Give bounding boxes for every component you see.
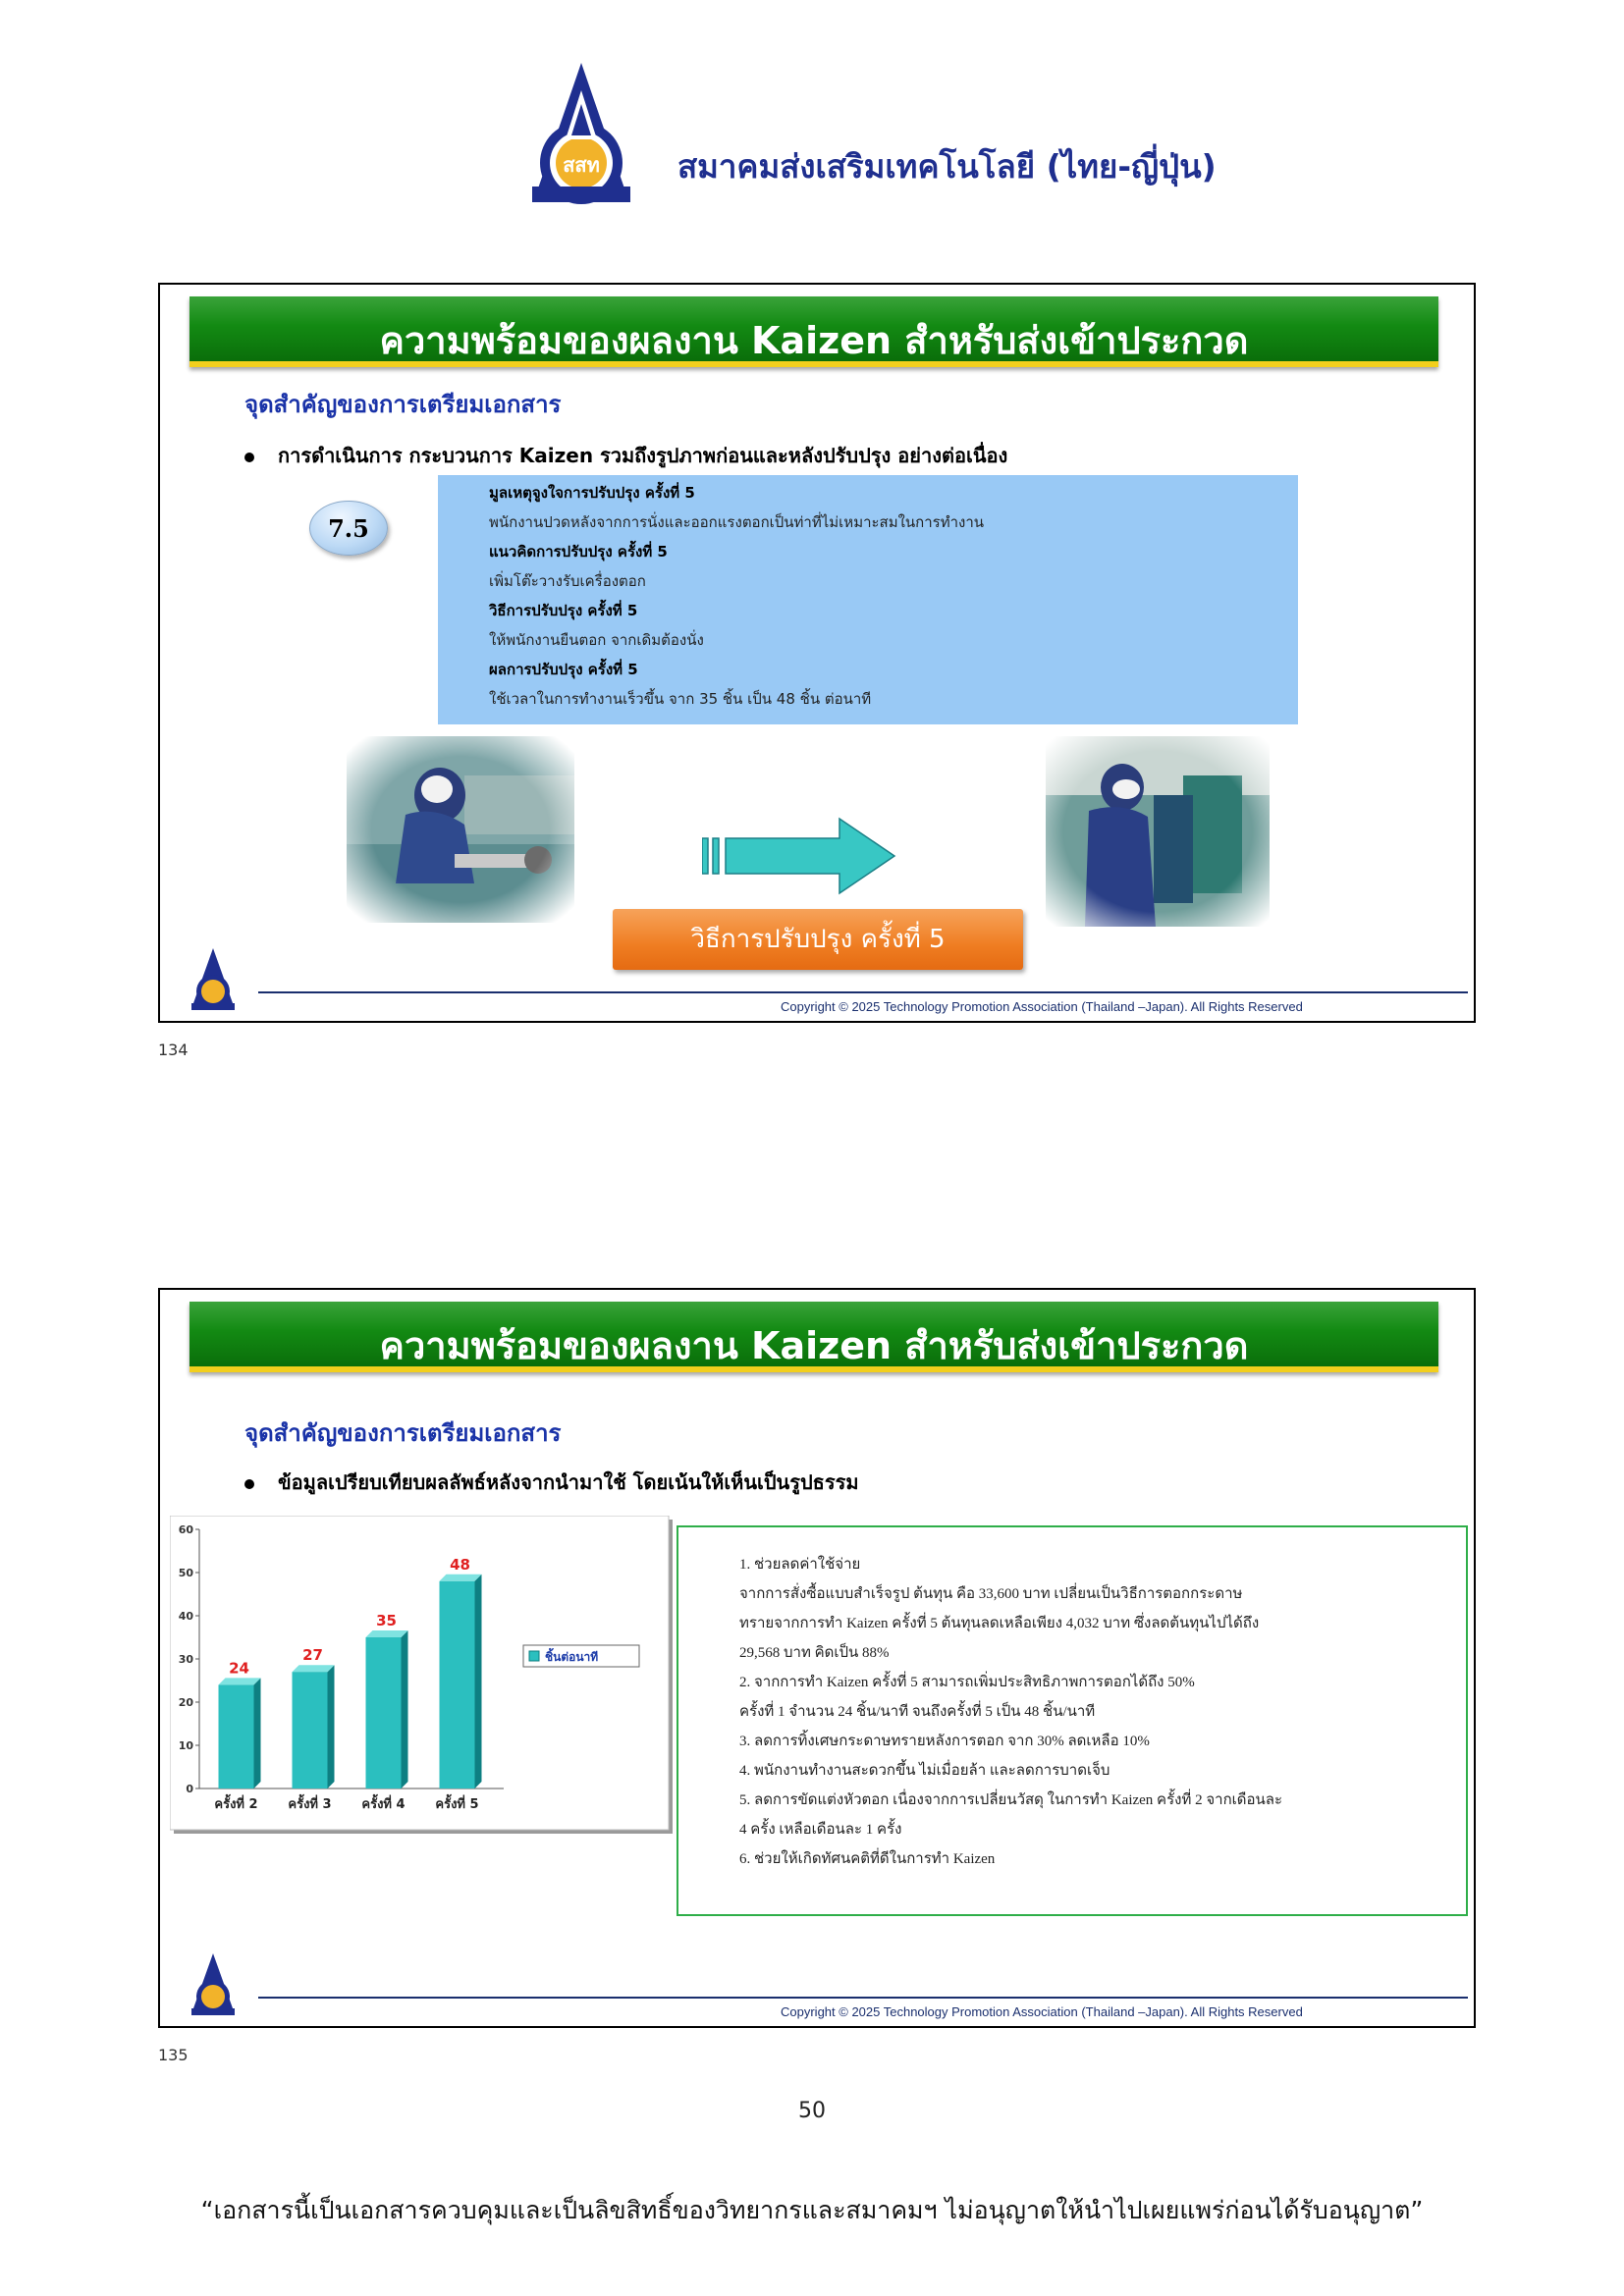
slide-title: ความพร้อมของผลงาน Kaizen สำหรับส่งเข้าประกวด — [379, 319, 1249, 362]
slide-number: 135 — [158, 2046, 189, 2064]
legend-label: ชิ้นต่อนาที — [545, 1650, 599, 1664]
bar-side — [254, 1678, 261, 1789]
copyright-text: Copyright © 2025 Technology Promotion Association (Thailand –Japan). All Rights Reserved — [781, 2004, 1303, 2019]
bullet-item — [244, 1467, 859, 1498]
result-line: 5. ลดการขัดแต่งหัวตอก เนื่องจากการเปลี่ยนวัสดุ ในการทำ Kaizen ครั้งที่ 2 จากเดือนละ — [739, 1792, 1283, 1808]
step-badge: 7.5 — [309, 501, 388, 556]
x-tick-label: ครั้งที่ 2 — [214, 1797, 258, 1812]
result-line: 29,568 บาท คิดเป็น 88% — [739, 1645, 890, 1661]
before-photo — [347, 736, 574, 923]
page-number: 50 — [798, 2099, 826, 2123]
result-line: 2. จากการทำ Kaizen ครั้งที่ 5 สามารถเพิ่มประสิทธิภาพการตอกได้ถึง 50% — [739, 1675, 1195, 1690]
copyright-text: Copyright © 2025 Technology Promotion Association (Thailand –Japan). All Rights Reserved — [781, 999, 1303, 1014]
y-tick-label: 50 — [178, 1567, 193, 1579]
detail-line: ใช้เวลาในการทำงานเร็วขึ้น จาก 35 ชิ้น เป็น 48 ชิ้น ต่อนาที — [489, 690, 872, 708]
data-label: 48 — [450, 1555, 470, 1574]
result-line: ครั้งที่ 1 จำนวน 24 ชิ้น/นาที จนถึงครั้งที่ 5 เป็น 48 ชิ้น/นาที — [739, 1704, 1096, 1720]
results-bar-chart — [170, 1516, 680, 1840]
data-label: 35 — [376, 1612, 397, 1629]
bar — [293, 1672, 328, 1789]
result-line: 3. ลดการทิ้งเศษกระดาษทรายหลังการตอก จาก 30% ลดเหลือ 10% — [739, 1734, 1150, 1749]
bullet-dot-icon — [244, 1479, 254, 1489]
legend-swatch — [529, 1651, 539, 1661]
detail-line: พนักงานปวดหลังจากการนั่งและออกแรงตอกเป็นท่าที่ไม่เหมาะสมในการทำงาน — [489, 513, 985, 531]
footer-logo-icon — [189, 948, 237, 1011]
bar-top — [219, 1678, 261, 1684]
bullet-dot-icon — [244, 453, 254, 462]
footer-logo-icon — [189, 1953, 237, 2016]
result-line: 4. พนักงานทำงานสะดวกขึ้น ไม่เมื่อยล้า และลดการบาดเจ็บ — [739, 1763, 1110, 1779]
y-tick-label: 40 — [178, 1610, 193, 1623]
slide-135 — [158, 1288, 1476, 2028]
detail-line: วิธีการปรับปรุง ครั้งที่ 5 — [489, 602, 638, 619]
organization-logo — [526, 61, 636, 208]
result-line: 1. ช่วยลดค่าใช้จ่าย — [739, 1557, 861, 1573]
slide-number: 134 — [158, 1041, 189, 1059]
y-tick-label: 30 — [178, 1653, 193, 1666]
y-tick-label: 20 — [178, 1696, 193, 1709]
result-line: จากการสั่งซื้อแบบสำเร็จรูป ต้นทุน คือ 33,600 บาท เปลี่ยนเป็นวิธีการตอกกระดาษ — [739, 1586, 1243, 1602]
detail-line: แนวคิดการปรับปรุง ครั้งที่ 5 — [489, 543, 668, 561]
after-photo — [1046, 736, 1270, 927]
slide-title-banner — [189, 296, 1438, 367]
bar — [440, 1581, 475, 1789]
y-tick-label: 0 — [186, 1783, 193, 1795]
bar-side — [475, 1575, 482, 1789]
data-label: 27 — [302, 1646, 323, 1665]
results-summary-box — [677, 1525, 1468, 1916]
right-arrow-icon — [702, 815, 898, 897]
copyright-disclaimer: “เอกสารนี้เป็นเอกสารควบคุมและเป็นลิขสิทธิ์ของวิทยากรและสมาคมฯ ไม่อนุญาตให้นำไปเผยแพร่ก่อนได้รับอนุญาต” — [200, 2196, 1424, 2224]
slide-title: ความพร้อมของผลงาน Kaizen สำหรับส่งเข้าประกวด — [379, 1324, 1249, 1367]
svg-text:สสท: สสท — [563, 153, 600, 177]
section-heading: จุดสำคัญของการเตรียมเอกสาร — [244, 1419, 562, 1447]
section-heading: จุดสำคัญของการเตรียมเอกสาร — [244, 391, 562, 418]
improvement-method-label: วิธีการปรับปรุง ครั้งที่ 5 — [613, 909, 1023, 970]
result-line: 6. ช่วยให้เกิดทัศนคติที่ดีในการทำ Kaizen — [739, 1851, 996, 1867]
bar-side — [328, 1665, 335, 1789]
chart-canvas — [170, 1516, 680, 1840]
bullet-text: ข้อมูลเปรียบเทียบผลลัพธ์หลังจากนำมาใช้ โดยเน้นให้เห็นเป็นรูปธรรม — [278, 1470, 859, 1494]
bar-top — [366, 1630, 408, 1637]
bullet-text: การดำเนินการ กระบวนการ Kaizen รวมถึงรูปภาพก่อนและหลังปรับปรุง อย่างต่อเนื่อง — [278, 444, 1008, 467]
footer-divider — [258, 1997, 1468, 1999]
y-tick-label: 60 — [178, 1523, 193, 1536]
bar-top — [293, 1665, 335, 1672]
detail-line: เพิ่มโต๊ะวางรับเครื่องตอก — [489, 572, 646, 590]
bullet-item — [244, 440, 1007, 471]
bar-top — [440, 1575, 482, 1581]
result-line: ทรายจากการทำ Kaizen ครั้งที่ 5 ต้นทุนลดเหลือเพียง 4,032 บาท ซึ่งลดต้นทุนไปได้ถึง — [739, 1616, 1260, 1631]
result-line: 4 ครั้ง เหลือเดือนละ 1 ครั้ง — [739, 1822, 902, 1838]
data-label: 24 — [229, 1659, 249, 1678]
bar — [366, 1637, 402, 1789]
bar-side — [402, 1630, 408, 1789]
organization-name: สมาคมส่งเสริมเทคโนโลยี (ไทย-ญี่ปุ่น) — [677, 147, 1217, 186]
detail-line: มูลเหตุจูงใจการปรับปรุง ครั้งที่ 5 — [489, 484, 695, 502]
x-tick-label: ครั้งที่ 3 — [288, 1797, 332, 1812]
detail-line: ผลการปรับปรุง ครั้งที่ 5 — [489, 661, 638, 678]
improvement-details-box — [438, 475, 1298, 724]
slide-134 — [158, 283, 1476, 1023]
detail-line: ให้พนักงานยืนตอก จากเดิมต้องนั่ง — [489, 631, 704, 649]
x-tick-label: ครั้งที่ 4 — [361, 1797, 406, 1812]
x-tick-label: ครั้งที่ 5 — [435, 1797, 479, 1812]
slide-title-banner — [189, 1302, 1438, 1372]
bar — [219, 1684, 254, 1789]
footer-divider — [258, 991, 1468, 993]
y-tick-label: 10 — [178, 1739, 193, 1752]
